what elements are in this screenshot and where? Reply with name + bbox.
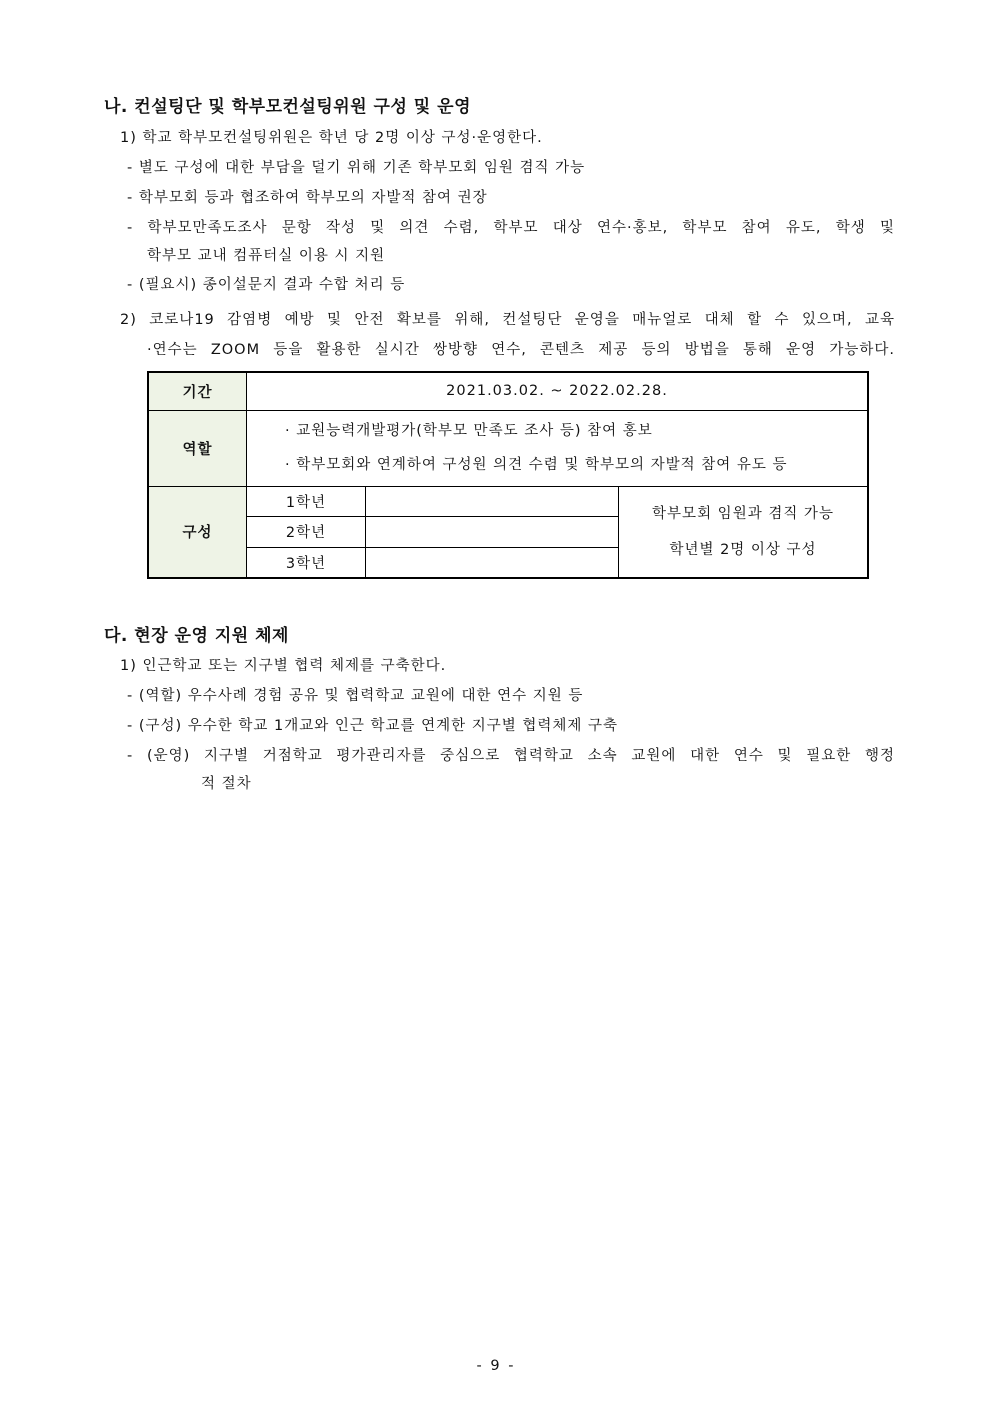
composition-note bbox=[619, 486, 869, 578]
section-na-item-2: 2) 코로나19 감염병 예방 및 안전 확보를 위해, 컨설팅단 운영을 매뉴얼로 대체 할 수 있으며, 교육 bbox=[120, 312, 895, 328]
section-da-bullet: - (운영) 지구별 거점학교 평가관리자를 중심으로 협력학교 소속 교원에 대한 연수 및 필요한 행정 bbox=[127, 748, 895, 764]
grade-2-members bbox=[366, 516, 619, 547]
section-na-bullet: - (필요시) 종이설문지 결과 수합 처리 등 bbox=[127, 277, 406, 293]
period-label: 기간 bbox=[148, 372, 247, 410]
section-da-bullet-continuation: 적 절차 bbox=[201, 776, 252, 792]
page-number: - 9 - bbox=[476, 1358, 516, 1374]
section-na-item-1: 1) 학교 학부모컨설팅위원은 학년 당 2명 이상 구성·운영한다. bbox=[120, 130, 543, 146]
grade-3-label: 3학년 bbox=[247, 547, 366, 578]
section-da-item-1: 1) 인근학교 또는 지구별 협력 체제를 구축한다. bbox=[120, 658, 447, 674]
section-na-bullet: - 학부모만족도조사 문항 작성 및 의견 수렴, 학부모 대상 연수·홍보, 학부모 참여 유도, 학생 및 bbox=[127, 220, 895, 236]
section-heading-da: 다. 현장 운영 지원 체제 bbox=[104, 626, 289, 646]
section-na-bullet: - 별도 구성에 대한 부담을 덜기 위해 기존 학부모회 임원 겸직 가능 bbox=[127, 160, 586, 176]
composition-note-line: 학부모회 임원과 겸직 가능 bbox=[652, 505, 834, 522]
role-item: · 교원능력개발평가(학부모 만족도 조사 등) 참여 홍보 bbox=[285, 423, 653, 439]
role-item: · 학부모회와 연계하여 구성원 의견 수렴 및 학부모의 자발적 참여 유도 등 bbox=[285, 457, 788, 473]
grade-3-members bbox=[366, 547, 619, 578]
composition-label: 구성 bbox=[148, 486, 247, 578]
grade-1-members bbox=[366, 486, 619, 516]
committee-table bbox=[147, 371, 869, 579]
grade-2-label: 2학년 bbox=[247, 516, 366, 547]
section-da-bullet: - (구성) 우수한 학교 1개교와 인근 학교를 연계한 지구별 협력체제 구축 bbox=[127, 718, 619, 734]
role-label: 역할 bbox=[148, 410, 247, 486]
section-na-bullet-continuation: 학부모 교내 컴퓨터실 이용 시 지원 bbox=[147, 248, 386, 264]
role-cell bbox=[247, 410, 869, 486]
section-heading-na: 나. 컨설팅단 및 학부모컨설팅위원 구성 및 운영 bbox=[104, 97, 471, 117]
composition-note-line: 학년별 2명 이상 구성 bbox=[669, 541, 817, 558]
section-na-item-2-continuation: ·연수는 ZOOM 등을 활용한 실시간 쌍방향 연수, 콘텐츠 제공 등의 방법을 통해 운영 가능하다. bbox=[147, 342, 895, 358]
section-da-bullet: - (역할) 우수사례 경험 공유 및 협력학교 교원에 대한 연수 지원 등 bbox=[127, 688, 584, 704]
period-value: 2021.03.02. ~ 2022.02.28. bbox=[247, 372, 869, 410]
grade-1-label: 1학년 bbox=[247, 486, 366, 516]
section-na-bullet: - 학부모회 등과 협조하여 학부모의 자발적 참여 권장 bbox=[127, 190, 488, 206]
